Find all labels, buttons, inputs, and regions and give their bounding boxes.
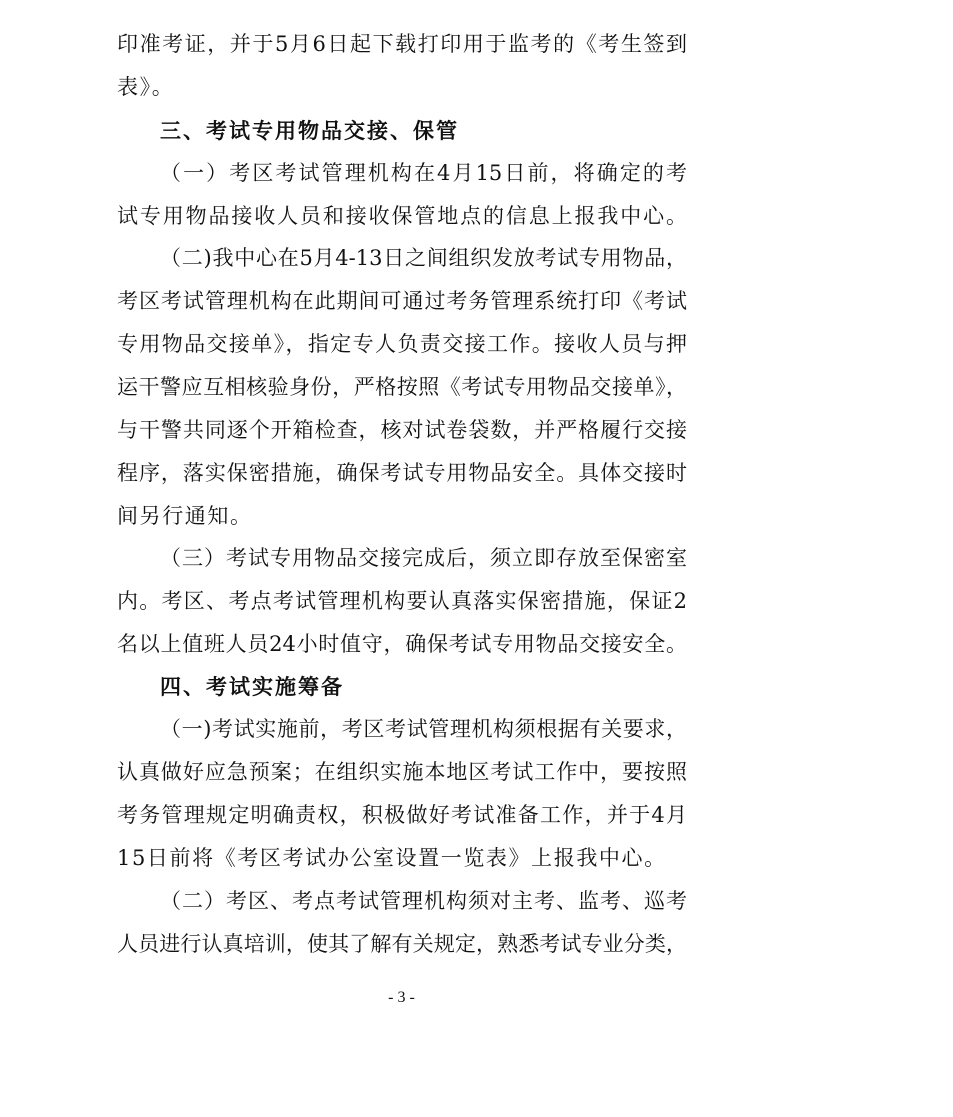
body-line: （二）考区、考点考试管理机构须对主考、监考、巡考 <box>160 889 687 913</box>
page-number: - 3 - <box>388 989 415 1006</box>
body-line: 人员进行认真培训，使其了解有关规定，熟悉考试专业分类， <box>117 932 687 956</box>
body-line: 印准考证，并于5月6日起下载打印用于监考的《考生签到 <box>117 32 687 56</box>
body-line: 名以上值班人员24小时值守，确保考试专用物品交接安全。 <box>117 632 687 656</box>
body-line: （二)我中心在5月4-13日之间组织发放考试专用物品， <box>160 246 687 270</box>
body-line: （一)考试实施前，考区考试管理机构须根据有关要求， <box>160 717 687 741</box>
body-line: 考务管理规定明确责权，积极做好考试准备工作，并于4月 <box>117 803 687 827</box>
body-line: 与干警共同逐个开箱检查，核对试卷袋数，并严格履行交接 <box>117 418 687 442</box>
body-line: 15日前将《考区考试办公室设置一览表》上报我中心。 <box>117 846 667 870</box>
body-line: （三）考试专用物品交接完成后，须立即存放至保密室 <box>160 546 687 570</box>
body-line: 间另行通知。 <box>117 504 253 528</box>
body-line: （一）考区考试管理机构在4月15日前，将确定的考 <box>160 161 687 185</box>
body-line: 专用物品交接单》，指定专人负责交接工作。接收人员与押 <box>117 332 687 356</box>
body-line: 认真做好应急预案；在组织实施本地区考试工作中，要按照 <box>117 760 687 784</box>
body-line: 表》。 <box>117 75 175 99</box>
body-line: 考区考试管理机构在此期间可通过考务管理系统打印《考试 <box>117 289 687 313</box>
body-line: 运干警应互相核验身份，严格按照《考试专用物品交接单》， <box>117 375 687 399</box>
body-line: 程序，落实保密措施，确保考试专用物品安全。具体交接时 <box>117 461 687 485</box>
body-line: 试专用物品接收人员和接收保管地点的信息上报我中心。 <box>117 204 687 228</box>
body-line: 内。考区、考点考试管理机构要认真落实保密措施，保证2 <box>117 589 687 613</box>
section-heading: 四、考试实施筹备 <box>160 675 344 699</box>
section-heading: 三、考试专用物品交接、保管 <box>160 119 459 143</box>
